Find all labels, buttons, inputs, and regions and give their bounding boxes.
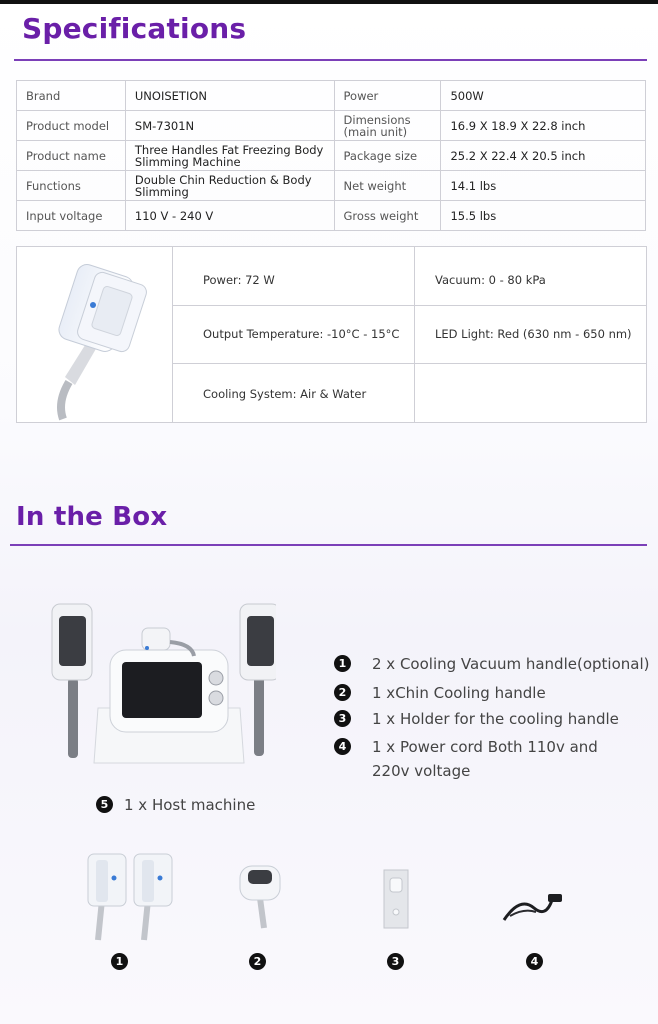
spec-row [17, 171, 646, 201]
feature-divider [173, 363, 647, 364]
spec-label: Product name [17, 141, 126, 171]
spec-label: Functions [17, 171, 126, 201]
spec-row [17, 111, 646, 141]
spec-label: Net weight [334, 171, 441, 201]
box-item-text: 2 x Cooling Vacuum handle(optional) [372, 655, 650, 673]
spec-label: Brand [17, 81, 126, 111]
chin-cooling-handle-image [234, 860, 286, 930]
spec-row [17, 141, 646, 171]
box-item-text: 1 xChin Cooling handle [372, 684, 546, 702]
spec-value: Double Chin Reduction & Body Slimming [125, 171, 334, 201]
spec-label: Gross weight [334, 201, 441, 231]
spec-row [17, 81, 646, 111]
in-the-box-rule [10, 544, 647, 546]
spec-value: Three Handles Fat Freezing Body Slimming Machine [125, 141, 334, 171]
box-item-text: 1 x Holder for the cooling handle [372, 710, 619, 728]
item-number-badge: 5 [96, 796, 113, 813]
spec-value: 110 V - 240 V [125, 201, 334, 231]
item-number-badge: 3 [387, 953, 404, 970]
item-number-badge: 4 [334, 738, 351, 755]
box-item-text: 1 x Power cord Both 110v and 220v voltage [372, 738, 598, 780]
item-number-badge: 1 [111, 953, 128, 970]
handle-holder-image [380, 866, 412, 932]
spec-label: Product model [17, 111, 126, 141]
feature-output-temperature: Output Temperature: -10°C - 15°C [203, 327, 400, 341]
spec-value: UNOISETION [125, 81, 334, 111]
feature-divider [173, 305, 647, 306]
specifications-heading: Specifications [22, 12, 247, 45]
host-machine-text: 1 x Host machine [124, 796, 256, 814]
item-number-badge: 1 [334, 655, 351, 672]
box-list-item [334, 710, 619, 731]
item-number-badge: 3 [334, 710, 351, 727]
spec-label: Package size [334, 141, 441, 171]
box-list-item [334, 738, 634, 783]
item-number-badge: 2 [249, 953, 266, 970]
box-list-item [334, 684, 546, 705]
host-machine-caption [96, 796, 255, 817]
specifications-rule [14, 59, 647, 61]
spec-label: Input voltage [17, 201, 126, 231]
box-list-item [334, 655, 649, 676]
feature-power: Power: 72 W [203, 273, 275, 287]
specifications-table [16, 80, 646, 231]
spec-value: 25.2 X 22.4 X 20.5 inch [441, 141, 646, 171]
power-cord-image [500, 886, 566, 926]
spec-label: Dimensions (main unit) [334, 111, 441, 141]
top-bar [0, 0, 658, 4]
item-number-badge: 4 [526, 953, 543, 970]
item-number-badge: 2 [334, 684, 351, 701]
spec-row [17, 201, 646, 231]
spec-value: 15.5 lbs [441, 201, 646, 231]
feature-panel [16, 246, 647, 423]
feature-divider [414, 247, 415, 422]
feature-vacuum: Vacuum: 0 - 80 kPa [435, 273, 546, 287]
in-the-box-heading: In the Box [16, 502, 168, 532]
spec-value: SM-7301N [125, 111, 334, 141]
feature-led-light: LED Light: Red (630 nm - 650 nm) [435, 327, 632, 341]
host-machine-image [44, 598, 276, 778]
spec-value: 14.1 lbs [441, 171, 646, 201]
spec-value: 16.9 X 18.9 X 22.8 inch [441, 111, 646, 141]
cooling-handle-image [17, 247, 173, 422]
feature-cooling-system: Cooling System: Air & Water [203, 387, 367, 401]
cooling-vacuum-handles-image [84, 848, 180, 944]
spec-label: Power [334, 81, 441, 111]
spec-value: 500W [441, 81, 646, 111]
